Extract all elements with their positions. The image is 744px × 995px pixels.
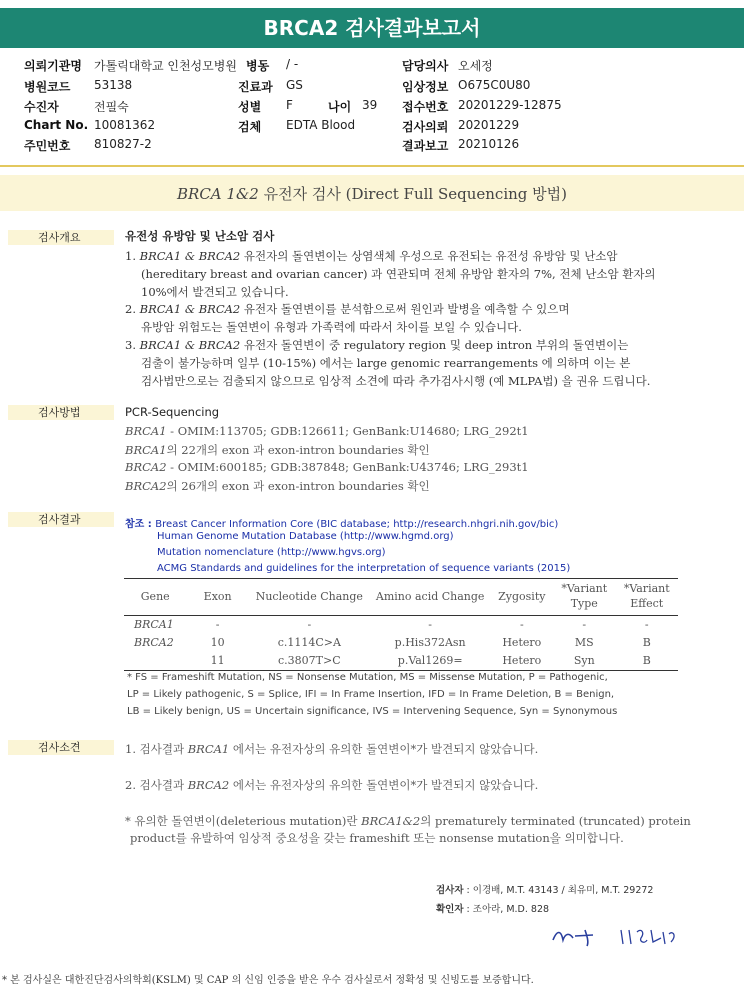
cell-variant-type: MS bbox=[574, 636, 594, 649]
ward-value: / - bbox=[286, 57, 299, 71]
reference-2: Human Genome Mutation Database (http://www.hgmd.org) bbox=[157, 531, 454, 542]
sex-label: 성별 bbox=[238, 100, 262, 114]
department-label: 진료과 bbox=[238, 80, 273, 94]
physician-value: 오세정 bbox=[458, 59, 493, 73]
abbrev-note-1: * FS = Frameshift Mutation, NS = Nonsense Mutation, MS = Missense Mutation, P = Pathogenic, bbox=[127, 672, 608, 683]
col-amino-acid: Amino acid Change bbox=[370, 579, 491, 616]
receipt-no-label: 접수번호 bbox=[402, 100, 449, 114]
table-row bbox=[124, 616, 678, 635]
method-label: 검사방법 bbox=[8, 405, 114, 420]
cell-variant-type: Syn bbox=[553, 652, 615, 671]
results-label: 검사결과 bbox=[8, 512, 114, 527]
overview-item-2: 2. BRCA1 & BRCA2 유전자 돌연변이를 분석함으로써 원인과 발병을 예측할 수 있으며 bbox=[125, 302, 570, 316]
confirmer-line: 확인자 : 조아라, M.D. 828 bbox=[436, 904, 550, 915]
cell-amino-acid: p.Val1269= bbox=[370, 652, 491, 671]
deleterious-definition-line-2: product를 유발하여 임상적 중요성을 갖는 frameshift 또는 nonsense mutation을 의미합니다. bbox=[130, 831, 624, 845]
handwritten-signature bbox=[545, 918, 685, 952]
col-gene: Gene bbox=[124, 579, 186, 616]
findings-label: 검사소견 bbox=[8, 740, 114, 755]
cell-exon: - bbox=[215, 618, 220, 631]
cell-zygosity: - bbox=[519, 618, 524, 631]
cell-exon: 10 bbox=[210, 636, 225, 649]
reference-1: 참조 : Breast Cancer Information Core (BIC database; http://research.nhgri.nih.gov/bic) bbox=[125, 519, 559, 530]
reference-4: ACMG Standards and guidelines for the interpretation of sequence variants (2015) bbox=[157, 563, 571, 574]
rrn-value: 810827-2 bbox=[94, 137, 152, 151]
cell-gene: BRCA2 bbox=[134, 636, 174, 649]
brca1-ids: BRCA1 - OMIM:113705; GDB:126611; GenBank:U14680; LRG_292t1 bbox=[125, 424, 529, 438]
cell-nucleotide: - bbox=[307, 618, 312, 631]
cell-variant-effect: B bbox=[642, 636, 651, 649]
report-date-label: 결과보고 bbox=[402, 139, 449, 153]
hospital-code-label: 병원코드 bbox=[24, 80, 71, 94]
cell-amino-acid: p.His372Asn bbox=[394, 636, 466, 649]
overview-heading: 유전성 유방암 및 난소암 검사 bbox=[125, 229, 275, 243]
institution-value: 가톨릭대학교 인천성모병원 bbox=[94, 59, 237, 73]
hospital-code-value: 53138 bbox=[94, 78, 133, 92]
overview-label: 검사개요 bbox=[8, 230, 114, 245]
abbrev-note-2: LP = Likely pathogenic, S = Splice, IFI = In Frame Insertion, IFD = In Frame Deletion, B = Benign, bbox=[127, 689, 615, 700]
test-title: BRCA 1&2 유전자 검사 (Direct Full Sequencing 방법) bbox=[177, 185, 567, 203]
col-variant-effect: *Variant Effect bbox=[615, 579, 678, 616]
deleterious-definition: * 유의한 돌연변이(deleterious mutation)란 BRCA1&2의 prematurely terminated (truncated) protein bbox=[125, 814, 691, 828]
col-zygosity: Zygosity bbox=[491, 579, 553, 616]
sex-value: F bbox=[286, 98, 293, 112]
abbrev-note-3: LB = Likely benign, US = Uncertain significance, IVS = Intervening Sequence, Syn = Synonymous bbox=[127, 706, 618, 717]
patient-info bbox=[0, 0, 744, 160]
chart-no-label: Chart No. bbox=[24, 118, 89, 132]
receipt-no-value: 20201229-12875 bbox=[458, 98, 562, 112]
finding-2: 2. 검사결과 BRCA2 에서는 유전자상의 유의한 돌연변이*가 발견되지 않았습니다. bbox=[125, 778, 539, 792]
cell-nucleotide: c.1114C>A bbox=[277, 636, 341, 649]
overview-item-2-line-2: 유방암 위험도는 돌연변이 유형과 가족력에 따라서 차이를 보일 수 있습니다. bbox=[141, 320, 522, 334]
cell-zygosity: Hetero bbox=[491, 652, 553, 671]
table-row bbox=[124, 652, 678, 671]
certification-footer: * 본 검사실은 대한진단검사의학회(KSLM) 및 CAP 의 신임 인증을 받은 우수 검사실로서 정확성 및 신빙도를 보증합니다. bbox=[2, 975, 534, 986]
col-variant-type: *Variant Type bbox=[553, 579, 615, 616]
department-value: GS bbox=[286, 78, 303, 92]
overview-item-1: 1. BRCA1 & BRCA2 유전자의 돌연변이는 상염색체 우성으로 유전되는 유전성 유방암 및 난소암 bbox=[125, 249, 618, 263]
brca2-ids: BRCA2 - OMIM:600185; GDB:387848; GenBank:U43746; LRG_293t1 bbox=[125, 460, 529, 474]
examinee-label: 수진자 bbox=[24, 100, 59, 114]
examiner-line: 검사자 : 이경배, M.T. 43143 / 최유미, M.T. 29272 bbox=[436, 885, 654, 896]
overview-item-1-line-2: (hereditary breast and ovarian cancer) 과 연관되며 전체 유방암 환자의 7%, 전체 난소암 환자의 bbox=[141, 267, 656, 281]
age-value: 39 bbox=[362, 98, 378, 112]
method-name: PCR-Sequencing bbox=[125, 405, 220, 419]
physician-label: 담당의사 bbox=[402, 59, 449, 73]
age-label: 나이 bbox=[328, 100, 352, 114]
brca2-desc: BRCA2의 26개의 exon 과 exon-intron boundaries 확인 bbox=[125, 479, 430, 493]
specimen-label: 검체 bbox=[238, 120, 262, 134]
cell-zygosity: Hetero bbox=[502, 636, 542, 649]
chart-no-value: 10081362 bbox=[94, 118, 156, 132]
request-date-label: 검사의뢰 bbox=[402, 120, 449, 134]
reference-3: Mutation nomenclature (http://www.hgvs.org) bbox=[157, 547, 386, 558]
overview-item-1-line-3: 10%에서 발견되고 있습니다. bbox=[141, 285, 289, 299]
overview-item-3-line-2: 검출이 불가능하며 일부 (10-15%) 에서는 large genomic rearrangements 에 의하며 이는 본 bbox=[141, 356, 631, 370]
examinee-value: 전필숙 bbox=[94, 100, 129, 114]
report-date-value: 20210126 bbox=[458, 137, 520, 151]
variant-table bbox=[124, 578, 678, 671]
cell-variant-effect: - bbox=[644, 618, 649, 631]
specimen-value: EDTA Blood bbox=[286, 118, 356, 132]
overview-item-3: 3. BRCA1 & BRCA2 유전자 돌연변이 중 regulatory region 및 deep intron 부위의 돌연변이는 bbox=[125, 338, 629, 352]
request-date-value: 20201229 bbox=[458, 118, 520, 132]
finding-1: 1. 검사결과 BRCA1 에서는 유전자상의 유의한 돌연변이*가 발견되지 않았습니다. bbox=[125, 742, 539, 756]
col-exon: Exon bbox=[186, 579, 248, 616]
cell-amino-acid: - bbox=[428, 618, 433, 631]
rrn-label: 주민번호 bbox=[24, 139, 71, 153]
cell-nucleotide: c.3807T>C bbox=[249, 652, 370, 671]
cell-exon: 11 bbox=[186, 652, 248, 671]
report-title: BRCA2 검사결과보고서 bbox=[0, 8, 744, 48]
brca1-desc: BRCA1의 22개의 exon 과 exon-intron boundaries 확인 bbox=[125, 443, 430, 457]
clinical-info-value: O675C0U80 bbox=[458, 78, 531, 92]
clinical-info-label: 임상정보 bbox=[402, 80, 449, 94]
overview-item-3-line-3: 검사법만으로는 검출되지 않으므로 임상적 소견에 따라 추가검사시행 (예 MLPA법) 을 권유 드립니다. bbox=[141, 374, 651, 388]
ward-label: 병동 bbox=[246, 59, 270, 73]
cell-gene bbox=[124, 652, 186, 671]
table-row bbox=[124, 634, 678, 652]
col-nucleotide: Nucleotide Change bbox=[249, 579, 370, 616]
cell-variant-effect: B bbox=[615, 652, 678, 671]
variant-table-header bbox=[124, 579, 678, 616]
institution-label: 의뢰기관명 bbox=[24, 59, 82, 73]
cell-variant-type: - bbox=[582, 618, 587, 631]
cell-gene: BRCA1 bbox=[134, 618, 174, 631]
